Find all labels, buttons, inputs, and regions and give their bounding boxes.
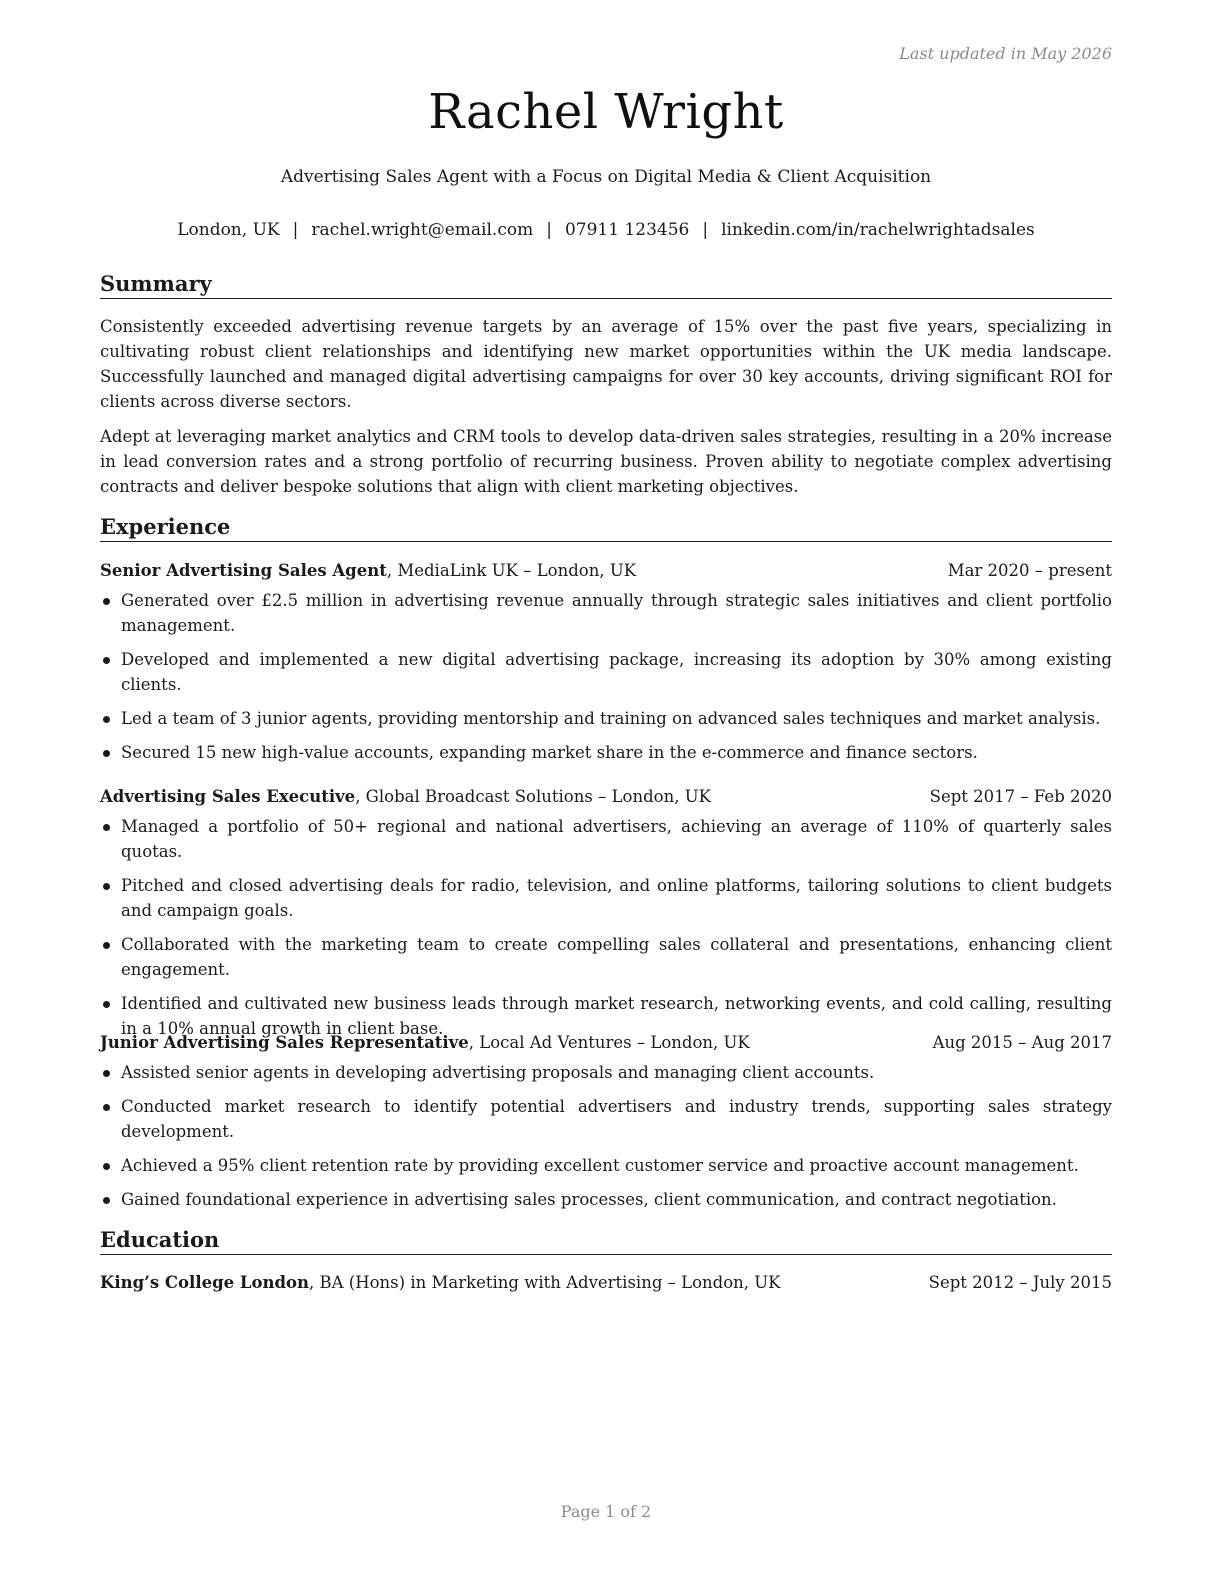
list-item — [100, 647, 1112, 697]
education-school: King’s College London — [100, 1273, 310, 1292]
contact-linkedin-link[interactable]: linkedin.com/in/rachelwrightadsales — [721, 220, 1035, 240]
bullet-text: Achieved a 95% client retention rate by providing excellent customer service and proactive account management. — [121, 1156, 1079, 1175]
list-item — [100, 814, 1112, 864]
contact-email-link[interactable]: rachel.wright@email.com — [311, 220, 534, 240]
bullet-dot-icon — [103, 750, 110, 757]
bullet-dot-icon — [103, 824, 110, 831]
job-bullets — [100, 814, 1112, 1050]
list-item — [100, 873, 1112, 923]
contact-separator: | — [702, 220, 709, 240]
job-company: , Global Broadcast Solutions – London, UK — [355, 787, 711, 806]
bullet-dot-icon — [103, 1104, 110, 1111]
candidate-tagline: Advertising Sales Agent with a Focus on Digital Media & Client Acquisition — [280, 167, 932, 187]
list-item — [100, 1094, 1112, 1144]
contact-separator: | — [546, 220, 552, 240]
bullet-text: Secured 15 new high-value accounts, expanding market share in the e-commerce and finance sectors. — [121, 743, 978, 762]
bullet-dot-icon — [103, 883, 110, 890]
section-title-experience: Experience — [100, 514, 1112, 542]
contact-line — [100, 220, 1112, 240]
bullet-dot-icon — [103, 1001, 110, 1008]
job-header — [100, 558, 1112, 583]
job-bullets — [100, 588, 1112, 774]
bullet-dot-icon — [103, 1070, 110, 1077]
job-dates: Mar 2020 – present — [947, 561, 1112, 580]
job-company: , MediaLink UK – London, UK — [386, 561, 637, 580]
list-item — [100, 706, 1112, 731]
bullet-dot-icon — [103, 942, 110, 949]
bullet-dot-icon — [103, 1197, 110, 1204]
list-item — [100, 1060, 1112, 1085]
last-updated-note: Last updated in May 2026 — [899, 44, 1112, 63]
summary-paragraph: Adept at leveraging market analytics and CRM tools to develop data-driven sales strategies, resulting in a 20% increase in lead conversion rates and a strong portfolio of recurring business. Proven ability to negotiate complex advertising contracts and deliver bespoke solutions that align with client marketing objectives. — [100, 427, 1112, 496]
summary-paragraph: Consistently exceeded advertising revenue targets by an average of 15% over the past five years, specializing in cultivating robust client relationships and identifying new market opportunities within the UK media landscape. Successfully launched and managed digital advertising campaigns for over 30 key accounts, driving significant ROI for clients across diverse sectors. — [100, 317, 1112, 411]
job-role: Junior Advertising Sales Representative — [100, 1033, 469, 1052]
bullet-text: Gained foundational experience in advertising sales processes, client communication, and contract negotiation. — [121, 1190, 1057, 1209]
job-company: , Local Ad Ventures – London, UK — [468, 1033, 750, 1052]
list-item — [100, 1187, 1112, 1212]
section-title-summary: Summary — [100, 271, 1112, 299]
job-bullets — [100, 1060, 1112, 1221]
page-number: Page 1 of 2 — [560, 1502, 652, 1521]
bullet-text: Identified and cultivated new business leads through market research, networking events, and cold calling, resulting in a 10% annual growth in client base. — [121, 994, 1112, 1038]
list-item — [100, 932, 1112, 982]
contact-phone: 07911 123456 — [564, 220, 690, 240]
job-header — [100, 784, 1112, 809]
job-role: Advertising Sales Executive — [100, 787, 356, 806]
education-dates: Sept 2012 – July 2015 — [928, 1273, 1112, 1292]
list-item — [100, 588, 1112, 638]
list-item — [100, 740, 1112, 765]
bullet-text: Generated over £2.5 million in advertising revenue annually through strategic sales initiatives and client portfolio management. — [121, 591, 1112, 635]
education-degree: , BA (Hons) in Marketing with Advertising – London, UK — [309, 1273, 781, 1292]
bullet-dot-icon — [103, 657, 110, 664]
candidate-name: Rachel Wright — [428, 84, 784, 140]
job-dates: Aug 2015 – Aug 2017 — [932, 1033, 1112, 1052]
bullet-dot-icon — [103, 598, 110, 605]
bullet-text: Developed and implemented a new digital advertising package, increasing its adoption by 30% among existing clients. — [121, 650, 1112, 694]
job-role: Senior Advertising Sales Agent — [100, 561, 387, 580]
bullet-text: Led a team of 3 junior agents, providing mentorship and training on advanced sales techniques and market analysis. — [121, 709, 1101, 728]
contact-location: London, UK — [177, 220, 280, 240]
bullet-text: Assisted senior agents in developing advertising proposals and managing client accounts. — [121, 1063, 875, 1082]
bullet-text: Pitched and closed advertising deals for radio, television, and online platforms, tailoring solutions to client budgets and campaign goals. — [121, 876, 1112, 920]
list-item — [100, 1153, 1112, 1178]
bullet-text: Conducted market research to identify potential advertisers and industry trends, supporting sales strategy development. — [121, 1097, 1112, 1141]
job-header — [100, 1030, 1112, 1055]
contact-separator: | — [292, 220, 299, 240]
section-title-education: Education — [100, 1227, 1112, 1255]
job-dates: Sept 2017 – Feb 2020 — [929, 787, 1112, 806]
bullet-text: Managed a portfolio of 50+ regional and national advertisers, achieving an average of 110% of quarterly sales quotas. — [121, 817, 1112, 861]
bullet-dot-icon — [103, 1163, 110, 1170]
bullet-dot-icon — [103, 716, 110, 723]
education-entry — [100, 1270, 1112, 1295]
resume-page — [100, 0, 1112, 1584]
bullet-text: Collaborated with the marketing team to create compelling sales collateral and presentations, enhancing client engagement. — [121, 935, 1112, 979]
